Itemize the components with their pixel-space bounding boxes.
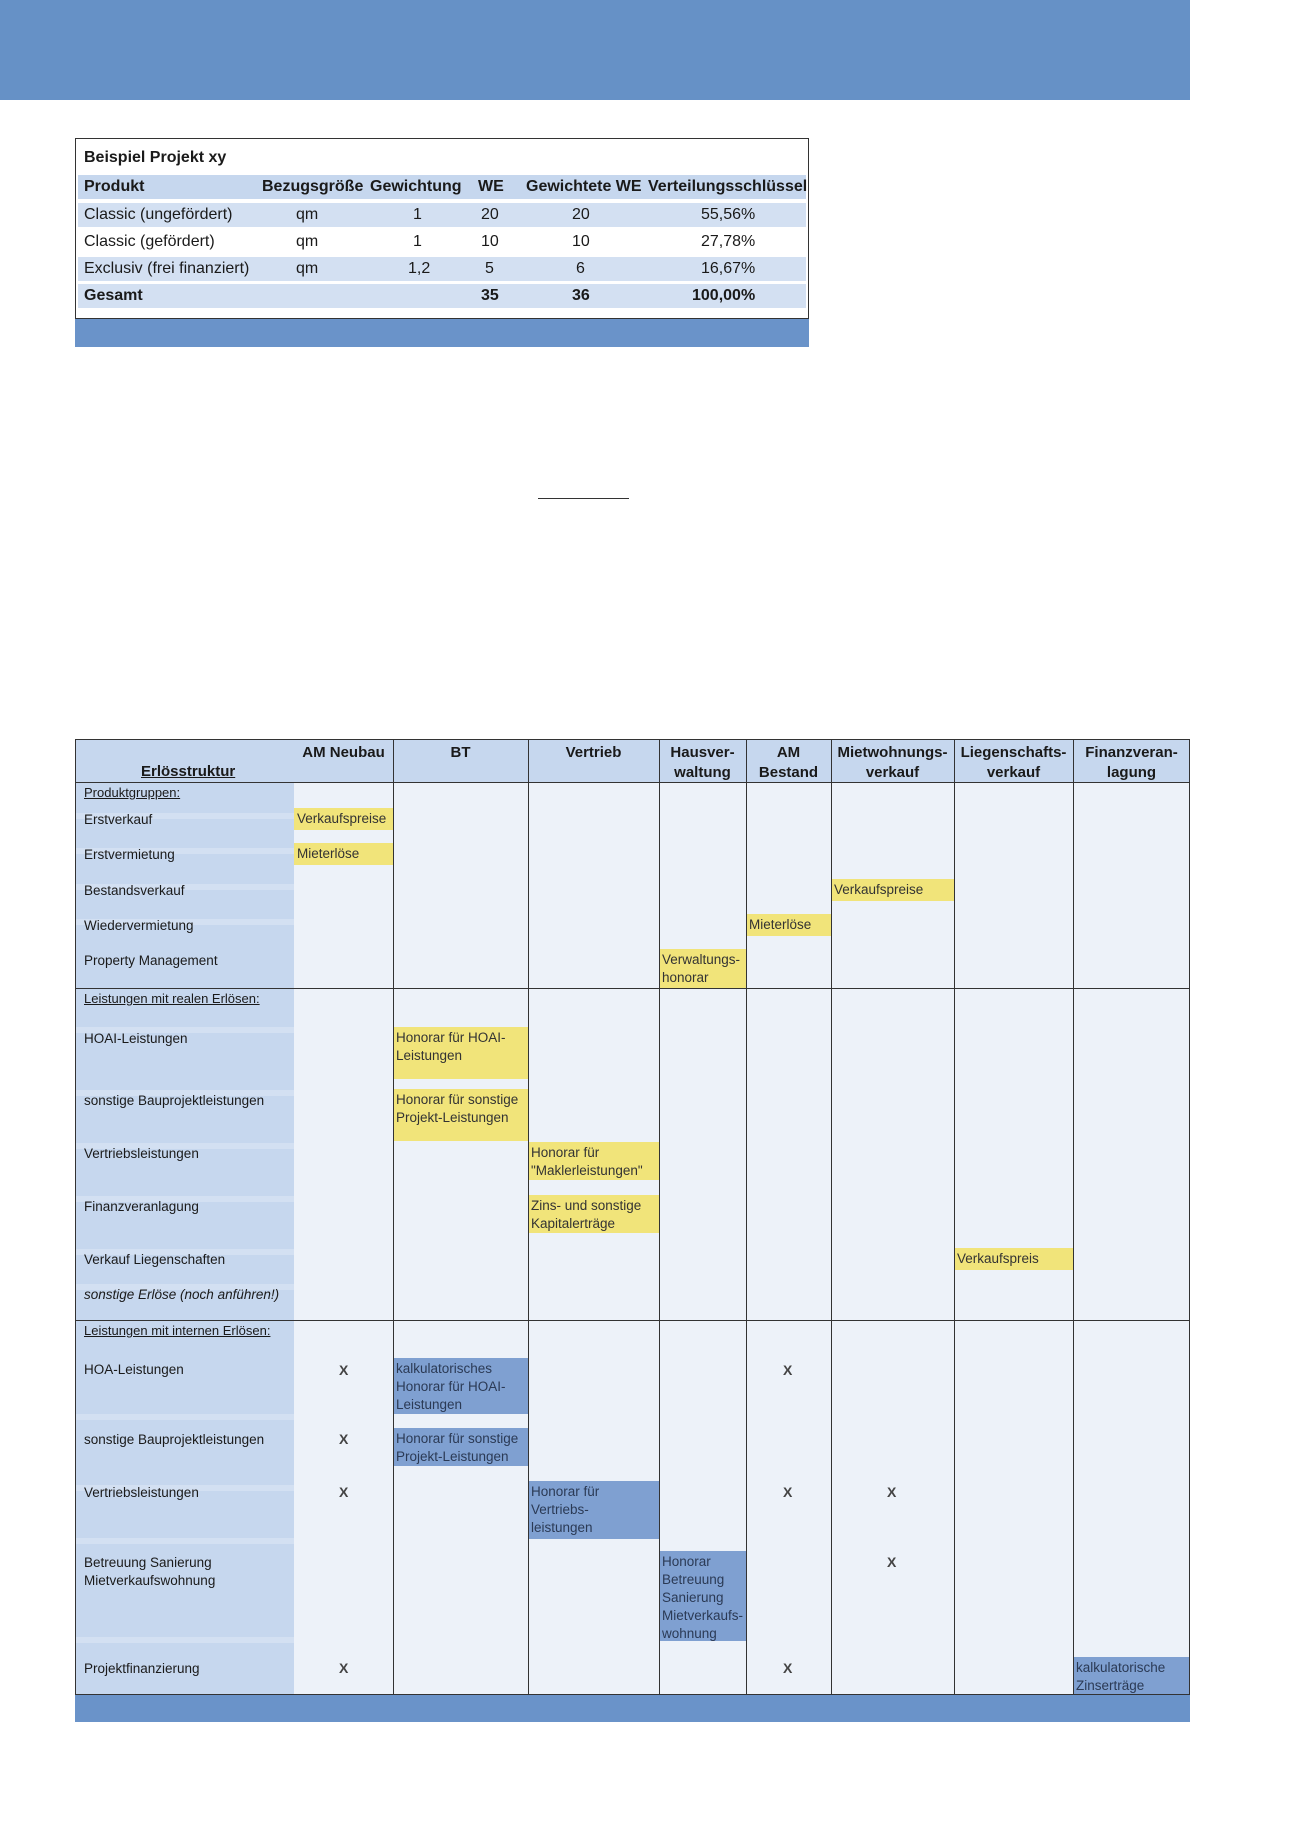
grid-line: [75, 782, 1190, 783]
cell-honorar-makler: Honorar für "Maklerleistungen": [528, 1142, 659, 1180]
column-header-finanzveranlagung: Finanzveran- lagung: [1085, 744, 1178, 781]
key-cell: 16,67%: [701, 260, 756, 277]
distribution-table: [75, 138, 809, 347]
row-stripe: [75, 1414, 294, 1420]
cell-verkaufspreis: Verkaufspreis: [954, 1248, 1073, 1270]
weighted-we-cell: 10: [572, 233, 590, 250]
weight-cell: 1: [413, 206, 422, 223]
row-label: sonstige Bauprojektleistungen: [84, 1093, 265, 1108]
table-footer-band: [75, 319, 809, 347]
weighted-we-cell: 20: [572, 206, 590, 223]
column-header-hausverwaltung: Hausver- waltung: [670, 744, 735, 781]
cell-honorar-hoai: Honorar für HOAI- Leistungen: [393, 1027, 528, 1079]
row-label: Vertriebsleistungen: [84, 1485, 199, 1500]
grid-line: [1189, 739, 1190, 1695]
section-header-interne-erloese: Leistungen mit internen Erlösen:: [84, 1323, 271, 1338]
grid-line: [659, 739, 660, 1695]
grid-line: [746, 739, 747, 1695]
we-total: 35: [481, 287, 499, 304]
table-row: [78, 230, 806, 254]
cell-mieterloese: Mieterlöse: [746, 914, 831, 936]
grid-line: [954, 739, 955, 1695]
cell-verkaufspreise: Verkaufspreise: [831, 879, 954, 901]
product-cell: Classic (ungefördert): [84, 206, 233, 223]
table-title: Beispiel Projekt xy: [84, 149, 227, 166]
unit-cell: qm: [296, 260, 319, 277]
table-header-row: [78, 175, 806, 199]
cell-honorar-vertrieb: Honorar für Vertriebs- leistungen: [528, 1481, 659, 1539]
row-label: HOA-Leistungen: [84, 1362, 184, 1377]
x-mark: X: [339, 1484, 349, 1500]
cell-verwaltungshonorar: Verwaltungs- honorar: [659, 949, 746, 989]
row-label: Bestandsverkauf: [84, 883, 185, 898]
section-header-reale-erloese: Leistungen mit realen Erlösen:: [84, 991, 260, 1006]
row-label: sonstige Bauprojektleistungen: [84, 1432, 265, 1447]
product-cell: Classic (gefördert): [84, 233, 215, 250]
cell-kalk-zinsertraege: kalkulatorische Zinserträge: [1073, 1657, 1190, 1695]
column-header-am-neubau: AM Neubau: [302, 744, 385, 761]
product-cell: Exclusiv (frei finanziert): [84, 260, 250, 277]
column-header-liegenschaftsverkauf: Liegenschafts- verkauf: [960, 744, 1067, 781]
x-mark: X: [887, 1554, 897, 1570]
cell-honorar-betreuung: Honorar Betreuung Sanierung Mietverkaufs- wohnung: [659, 1551, 746, 1641]
cell-honorar-sonstige: Honorar für sonstige Projekt-Leistungen: [393, 1089, 528, 1141]
row-label: Verkauf Liegenschaften: [84, 1252, 226, 1267]
cell-mieterloese: Mieterlöse: [294, 843, 393, 865]
separator-line: [538, 498, 629, 499]
weighted-we-total: 36: [572, 287, 590, 304]
key-total: 100,00%: [692, 287, 756, 304]
weight-cell: 1: [413, 233, 422, 250]
row-label: sonstige Erlöse (noch anführen!): [84, 1287, 280, 1302]
row-label: HOAI-Leistungen: [84, 1031, 188, 1046]
grid-line: [1073, 739, 1074, 1695]
grid-line: [393, 739, 394, 1695]
cell-honorar-sonstige-intern: Honorar für sonstige Projekt-Leistungen: [393, 1428, 528, 1466]
grid-line: [528, 739, 529, 1695]
header-cell: Produkt: [84, 178, 145, 195]
grid-line: [831, 739, 832, 1695]
weighted-we-cell: 6: [576, 260, 585, 277]
weight-cell: 1,2: [408, 260, 431, 277]
x-mark: X: [783, 1362, 793, 1378]
total-row: [78, 284, 806, 308]
row-label: Projektfinanzierung: [84, 1661, 200, 1676]
x-mark: X: [339, 1431, 349, 1447]
column-header-am-bestand: AM Bestand: [758, 744, 819, 781]
x-mark: X: [339, 1660, 349, 1676]
grid-line: [75, 1320, 1190, 1321]
x-mark: X: [783, 1660, 793, 1676]
cell-verkaufspreise: Verkaufspreise: [294, 808, 393, 830]
unit-cell: qm: [296, 206, 319, 223]
x-mark: X: [783, 1484, 793, 1500]
revenue-structure-table: [75, 739, 1190, 1695]
header-band: [0, 0, 1190, 100]
table-footer-band: [75, 1695, 1190, 1722]
cell-kalk-honorar-hoai: kalkulatorisches Honorar für HOAI- Leistungen: [393, 1358, 528, 1414]
grid-line: [75, 988, 1190, 989]
table-title: Erlösstruktur: [141, 763, 236, 780]
x-mark: X: [339, 1362, 349, 1378]
total-label: Gesamt: [84, 287, 143, 304]
row-label: Wiedervermietung: [84, 918, 194, 933]
column-header-bt: BT: [450, 744, 471, 761]
cell-zins-kapital: Zins- und sonstige Kapitalerträge: [528, 1195, 659, 1233]
column-header-vertrieb: Vertrieb: [565, 744, 622, 761]
row-label: Finanzveranlagung: [84, 1199, 199, 1214]
row-label: Property Management: [84, 953, 218, 968]
we-cell: 20: [481, 206, 499, 223]
column-header-mietwohnungsverkauf: Mietwohnungs- verkauf: [837, 744, 948, 781]
grid-line: [75, 739, 76, 1695]
row-label: Erstvermietung: [84, 847, 175, 862]
header-cell: Verteilungsschlüssel: [648, 178, 808, 195]
row-stripe: [75, 1538, 294, 1544]
grid-line: [75, 739, 1190, 740]
table-row: [78, 257, 806, 281]
we-cell: 10: [481, 233, 499, 250]
row-stripe: [75, 1637, 294, 1643]
row-label: Betreuung Sanierung Mietverkaufswohnung: [84, 1555, 216, 1588]
unit-cell: qm: [296, 233, 319, 250]
key-cell: 27,78%: [701, 233, 756, 250]
header-cell: Gewichtete WE: [526, 178, 642, 195]
section-header-produktgruppen: Produktgruppen:: [84, 785, 181, 800]
row-label: Vertriebsleistungen: [84, 1146, 199, 1161]
table-row: [78, 203, 806, 227]
row-label: Erstverkauf: [84, 812, 153, 827]
header-cell: WE: [478, 178, 504, 195]
we-cell: 5: [485, 260, 494, 277]
distribution-table-frame: [75, 138, 809, 319]
header-cell: Bezugsgröße: [262, 178, 364, 195]
x-mark: X: [887, 1484, 897, 1500]
key-cell: 55,56%: [701, 206, 756, 223]
header-cell: Gewichtung: [370, 178, 462, 195]
